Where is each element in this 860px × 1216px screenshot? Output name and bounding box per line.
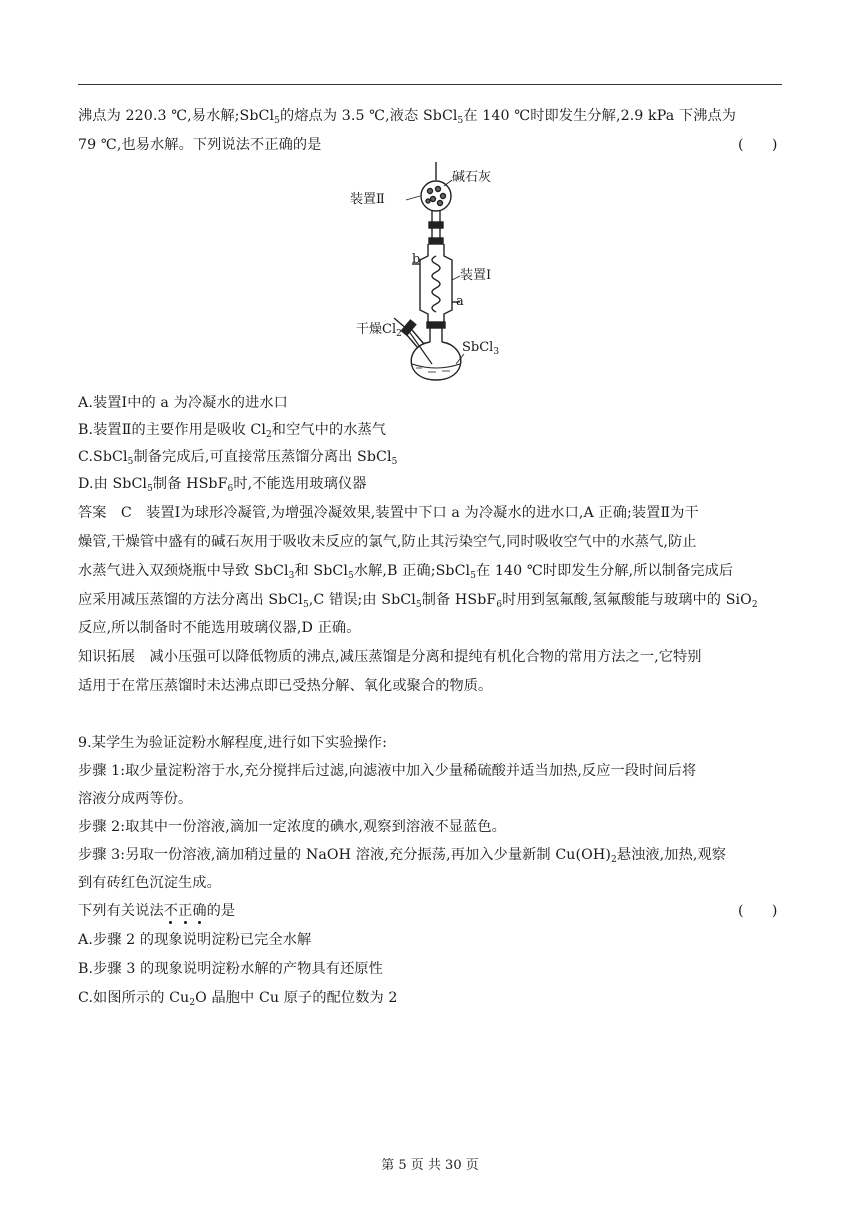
q8-answer-line-1: 答案 C 装置Ⅰ为球形冷凝管,为增强冷凝效果,装置中下口 a 为冷凝水的进水口,A 正确;装置Ⅱ为干 xyxy=(78,505,699,521)
q8-answer-line-2: 燥管,干燥管中盛有的碱石灰用于吸收未反应的氯气,防止其污染空气,同时吸收空气中的水蒸气,防止 xyxy=(78,534,697,550)
q9-option-b: B.步骤 3 的现象说明淀粉水解的产物具有还原性 xyxy=(78,961,383,977)
q9-step-1-line-2: 溶液分成两等份。 xyxy=(78,791,193,807)
q9-option-a: A.步骤 2 的现象说明淀粉已完全水解 xyxy=(78,932,312,948)
q9-option-c: C.如图所示的 $Cu_2O$ 晶胞中 Cu 原子的配位数为 2 xyxy=(78,990,398,1008)
q8-stem-line-2: 79 ℃,也易水解。下列说法不正确的是 xyxy=(78,137,322,153)
q8-answer-blank: ( ) xyxy=(738,137,778,153)
q8-option-b: B.装置Ⅱ的主要作用是吸收 $Cl_2$和空气中的水蒸气 xyxy=(78,422,387,440)
q9-question: 下列有关说法不正确的是 xyxy=(78,903,236,919)
knowledge-extension-line-2: 适用于在常压蒸馏时未达沸点即已受热分解、氧化或聚合的物质。 xyxy=(78,678,493,694)
q8-stem-line-1: 沸点为 220.3 ℃,易水解;SbCl$_5$的熔点为 3.5 ℃,液态 SbCl$_5$在 140 ℃时即发生分解,2.9 kPa 下沸点为 xyxy=(78,108,737,126)
label-b: b xyxy=(412,252,421,267)
q8-option-a: A.装置Ⅰ中的 a 为冷凝水的进水口 xyxy=(78,395,288,411)
label-sbcl3: SbCl$_3$ xyxy=(462,340,500,357)
q8-answer-line-4: 应采用减压蒸馏的方法分离出 SbCl$_5$,C 错误;由 SbCl$_5$制备 HSbF$_6$时用到氢氟酸,氢氟酸能与玻璃中的 SiO$_2$ xyxy=(78,592,758,610)
label-soda-lime: 碱石灰 xyxy=(452,170,492,185)
label-device-1: 装置Ⅰ xyxy=(460,268,492,283)
header-rule xyxy=(78,84,782,85)
q9-step-1-line-1: 步骤 1:取少量淀粉溶于水,充分搅拌后过滤,向滤液中加入少量稀硫酸并适当加热,反应一段时间后将 xyxy=(78,763,697,779)
q8-answer-line-5: 反应,所以制备时不能选用玻璃仪器,D 正确。 xyxy=(78,620,361,636)
q9-step-2: 步骤 2:取其中一份溶液,滴加一定浓度的碘水,观察到溶液不显蓝色。 xyxy=(78,819,506,835)
page-footer: 第 5 页 共 30 页 xyxy=(381,1158,479,1173)
q8-option-c: C.SbCl$_5$制备完成后,可直接常压蒸馏分离出 SbCl$_5$ xyxy=(78,449,398,467)
label-dry-cl2: 干燥$Cl_2$ xyxy=(356,322,402,339)
label-a: a xyxy=(456,294,464,309)
q9-step-3-line-1: 步骤 3:另取一份溶液,滴加稍过量的 NaOH 溶液,充分振荡,再加入少量新制 $Cu(OH)_2$悬浊液,加热,观察 xyxy=(78,847,727,865)
q8-answer-line-3: 水蒸气进入双颈烧瓶中导致 SbCl$_3$和 SbCl$_5$水解,B 正确;SbCl$_5$在 140 ℃时即发生分解,所以制备完成后 xyxy=(78,563,734,581)
label-device-2: 装置Ⅱ xyxy=(350,192,385,207)
apparatus-figure xyxy=(350,160,506,382)
q9-step-3-line-2: 到有砖红色沉淀生成。 xyxy=(78,875,221,891)
q9-stem: 9.某学生为验证淀粉水解程度,进行如下实验操作: xyxy=(78,735,387,751)
knowledge-extension-line-1: 知识拓展 减小压强可以降低物质的沸点,减压蒸馏是分离和提纯有机化合物的常用方法之一,它特别 xyxy=(78,649,702,665)
q8-option-d: D.由 SbCl$_5$制备 HSbF$_6$时,不能选用玻璃仪器 xyxy=(78,476,367,494)
q9-answer-blank: ( ) xyxy=(738,903,778,919)
